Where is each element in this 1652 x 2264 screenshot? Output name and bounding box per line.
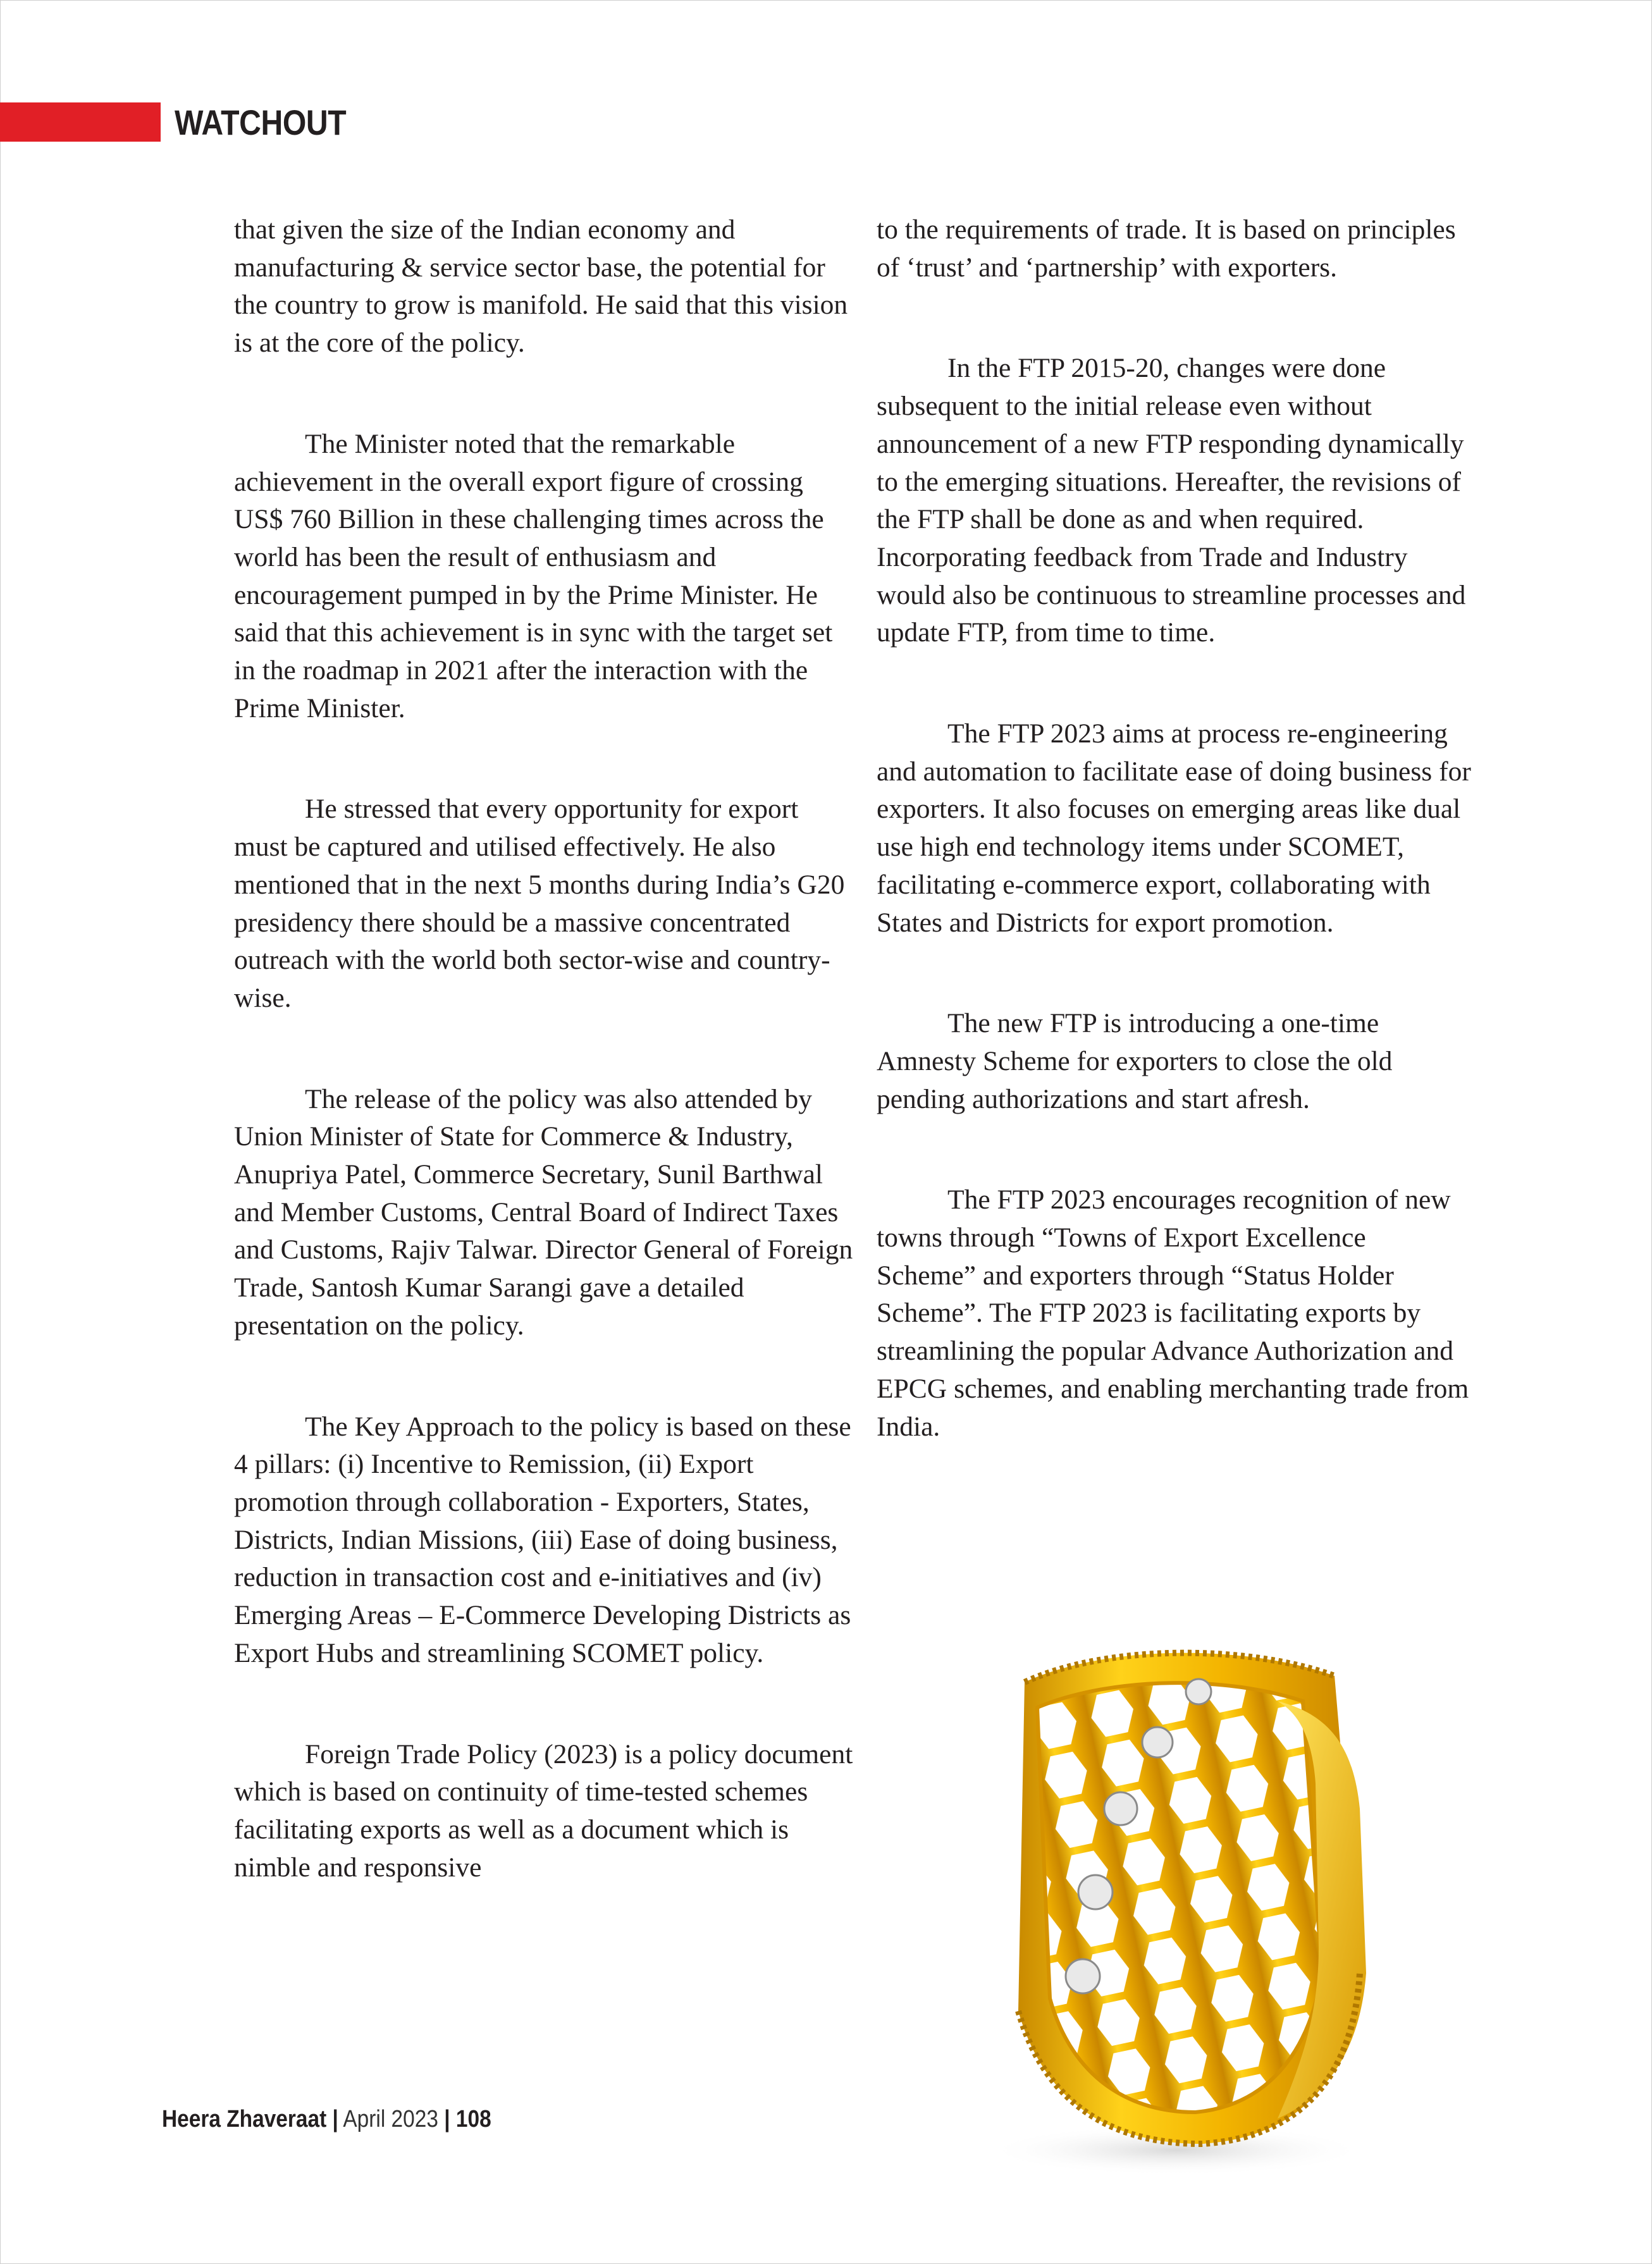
paragraph: Foreign Trade Policy (2023) is a policy document which is based on continuity of time-tested schemes facilitating exports as well as a document which is nimble and responsive: [234, 1738, 853, 1883]
gold-ring-image: [949, 1619, 1404, 2188]
issue-date: April 2023: [343, 2106, 438, 2132]
right-column: [877, 211, 1471, 1509]
paragraph: The FTP 2023 encourages recognition of new towns through “Towns of Export Excellence Scheme” and exporters through “Status Holder Scheme”. The FTP 2023 is facilitating exports by streamlining the popular Advance Authorization and EPCG schemes, and enabling merchanting trade from India.: [877, 1184, 1469, 1442]
paragraph: that given the size of the Indian economy and manufacturing & service sector base, the potential for the country to grow is manifold. He said that this vision is at the core of the policy.: [234, 214, 848, 359]
publication-name: Heera Zhaveraat: [162, 2106, 327, 2132]
paragraph: The new FTP is introducing a one-time Amnesty Scheme for exporters to close the old pending authorizations and start afresh.: [877, 1008, 1393, 1114]
paragraph: In the FTP 2015-20, changes were done subsequent to the initial release even without announcement of a new FTP responding dynamically to the emerging situations. Hereafter, the revisions of the FTP shall be done as and when required. Incorporating feedback from Trade and Industry would also be continuous to streamline processes and update FTP, from time to time.: [877, 353, 1466, 648]
paragraph: The Key Approach to the policy is based on these 4 pillars: (i) Incentive to Remission, (ii) Export promotion through collaboration - Exporters, States, Districts, Indian Missions, (iii) Ease of doing business, reduction in transaction cost and e-initiatives and (iv) Emerging Areas – E-Commerce Developing Districts as Export Hubs and streamlining SCOMET policy.: [234, 1411, 851, 1668]
page-footer: [162, 2106, 491, 2133]
paragraph: The release of the policy was also attended by Union Minister of State for Commerce & Industry, Anupriya Patel, Commerce Secretary, Sunil Barthwal and Member Customs, Central Board of Indirect Taxes and Customs, Rajiv Talwar. Director General of Foreign Trade, Santosh Kumar Sarangi gave a detailed presentation on the policy.: [234, 1083, 853, 1341]
paragraph: The Minister noted that the remarkable achievement in the overall export figure of crossing US$ 760 Billion in these challenging times across the world has been the result of enthusiasm and encouragement pumped in by the Prime Minister. He said that this achievement is in sync with the target set in the roadmap in 2021 after the interaction with the Prime Minister.: [234, 428, 833, 723]
section-heading: WATCHOUT: [175, 102, 347, 142]
paragraph: to the requirements of trade. It is based on principles of ‘trust’ and ‘partnership’ with exporters.: [877, 214, 1456, 283]
footer-separator: |: [444, 2106, 450, 2132]
footer-separator: |: [332, 2106, 338, 2132]
section-accent-bar: [0, 102, 161, 142]
paragraph: He stressed that every opportunity for export must be captured and utilised effectively. He also mentioned that in the next 5 months during India’s G20 presidency there should be a massive concentrated outreach with the world both sector-wise and country-wise.: [234, 794, 845, 1013]
paragraph: The FTP 2023 aims at process re-engineering and automation to facilitate ease of doing business for exporters. It also focuses on emerging areas like dual use high end technology items under SCOMET, facilitating e-commerce export, collaborating with States and Districts for export promotion.: [877, 718, 1471, 938]
page-number: 108: [455, 2106, 491, 2132]
left-column: [234, 211, 854, 1950]
